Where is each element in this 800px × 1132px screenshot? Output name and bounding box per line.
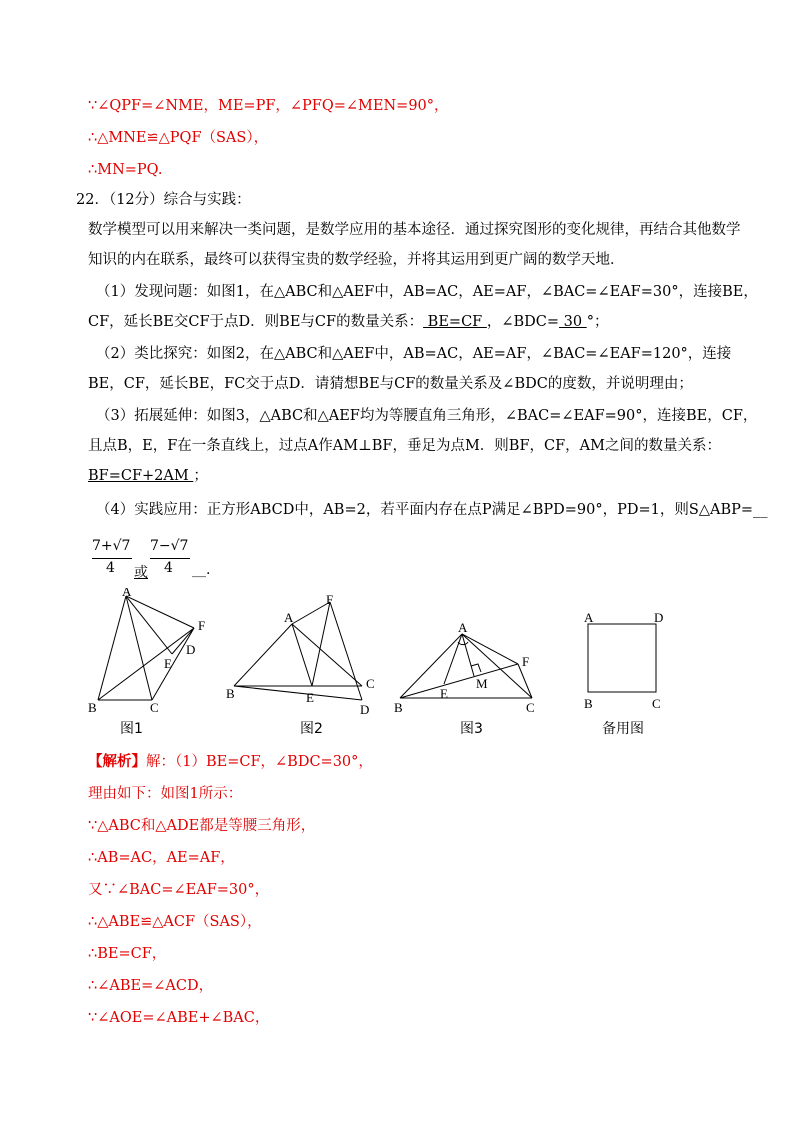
figure-2-caption: 图2 bbox=[300, 721, 323, 737]
answer-part3: BF=CF+2AM bbox=[88, 468, 194, 484]
fig3-label-b: B bbox=[394, 700, 403, 715]
part4-line-1: （4）实践应用：正方形ABCD中，AB=2，若平面内存在点P满足∠BPD=90°，PD=1，则S△ABP=__ bbox=[96, 502, 768, 518]
part3-line-3 bbox=[88, 466, 208, 486]
figure-3-caption: 图3 bbox=[460, 721, 483, 737]
answer-be-cf: BE=CF bbox=[423, 314, 487, 330]
prev-line-1: ∵∠QPF=∠NME，ME=PF，∠PFQ=∠MEN=90°， bbox=[88, 98, 449, 114]
solution-line-1 bbox=[88, 752, 373, 772]
fraction-1-bar bbox=[92, 558, 132, 559]
figure-1 bbox=[82, 588, 212, 716]
fig1-label-e: E bbox=[164, 656, 172, 671]
fraction-answer-1 bbox=[92, 538, 136, 582]
fraction-2-numerator: 7−√7 bbox=[150, 538, 189, 554]
solution-line-6: ∴△ABE≌△ACF（SAS）， bbox=[88, 914, 262, 930]
fig3-label-f: F bbox=[522, 654, 530, 669]
question-header: 22．（12分）综合与实践： bbox=[76, 192, 251, 208]
fraction-answer-2 bbox=[150, 538, 194, 582]
fraction-1-numerator: 7+√7 bbox=[92, 538, 131, 554]
solution-line-3: ∵△ABC和△ADE都是等腰三角形， bbox=[88, 818, 316, 834]
intro-line-2: 知识的内在联系，最终可以获得宝贵的数学经验，并将其运用到更广阔的数学天地． bbox=[88, 252, 625, 268]
fig3-label-e: E bbox=[440, 686, 448, 701]
part1-line-1: （1）发现问题：如图1，在△ABC和△AEF中，AB=AC，AE=AF，∠BAC=∠EAF=30°，连接BE， bbox=[96, 284, 758, 300]
part3-end: ； bbox=[193, 468, 208, 484]
part1-text: CF，延长BE交CF于点D．则BE与CF的数量关系： bbox=[88, 314, 424, 330]
solution-1-text: 解：（1）BE=CF，∠BDC=30°， bbox=[146, 754, 373, 770]
solution-line-7: ∴BE=CF， bbox=[88, 946, 167, 962]
fig2-label-d: D bbox=[360, 702, 370, 716]
fig2-label-a: A bbox=[284, 610, 294, 625]
or-text: 或 bbox=[134, 565, 148, 581]
fig2-label-b: B bbox=[226, 686, 235, 701]
part3-line-1: （3）拓展延伸：如图3，△ABC和△AEF均为等腰直角三角形，∠BAC=∠EAF=90°，连接BE，CF， bbox=[96, 408, 758, 424]
fraction-1-denominator: 4 bbox=[106, 560, 115, 576]
solution-line-5: 又∵∠BAC=∠EAF=30°， bbox=[88, 882, 270, 898]
solution-line-2: 理由如下：如图1所示： bbox=[88, 786, 243, 802]
prev-line-3: ∴MN=PQ. bbox=[88, 162, 163, 178]
fig3-label-m: M bbox=[476, 676, 488, 691]
fig1-label-c: C bbox=[150, 700, 159, 715]
answer-angle: 30 bbox=[559, 314, 587, 330]
fig3-label-c: C bbox=[526, 700, 535, 715]
part1-angle-text: ，∠BDC= bbox=[486, 314, 560, 330]
figure-4 bbox=[578, 588, 674, 716]
part3-line-2: 且点B，E，F在一条直线上，过点A作AM⊥BF，垂足为点M．则BF，CF，AM之间的数量关系： bbox=[88, 438, 721, 454]
solution-line-4: ∴AB=AC，AE=AF， bbox=[88, 850, 235, 866]
fraction-2-bar bbox=[150, 558, 190, 559]
part2-line-1: （2）类比探究：如图2，在△ABC和△AEF中，AB=AC，AE=AF，∠BAC=∠EAF=120°，连接 bbox=[96, 346, 732, 362]
prev-line-2: ∴△MNE≌△PQF（SAS）， bbox=[88, 130, 269, 146]
fig1-label-a: A bbox=[122, 588, 132, 599]
fig4-label-a: A bbox=[584, 610, 594, 625]
analysis-tag: 【解析】 bbox=[88, 753, 146, 770]
figure-1-caption: 图1 bbox=[120, 721, 143, 737]
fig1-label-d: D bbox=[186, 642, 196, 657]
part4-end: __. bbox=[192, 562, 211, 578]
figure-4-caption: 备用图 bbox=[602, 721, 644, 737]
fig1-label-b: B bbox=[88, 700, 97, 715]
fig2-label-e: E bbox=[306, 690, 314, 705]
fig2-label-f: F bbox=[326, 592, 334, 607]
fig1-label-f: F bbox=[198, 618, 206, 633]
fig4-label-d: D bbox=[654, 610, 664, 625]
fig3-label-a: A bbox=[458, 620, 468, 635]
figure-2 bbox=[222, 588, 382, 716]
part1-end: °； bbox=[586, 314, 609, 330]
fig4-label-c: C bbox=[652, 696, 661, 711]
fig2-label-c: C bbox=[366, 676, 375, 691]
fig4-label-b: B bbox=[584, 696, 593, 711]
fraction-2-denominator: 4 bbox=[164, 560, 173, 576]
solution-line-8: ∴∠ABE=∠ACD， bbox=[88, 978, 214, 994]
part2-line-2: BE，CF，延长BE，FC交于点D．请猜想BE与CF的数量关系及∠BDC的度数，并说明理由； bbox=[88, 376, 693, 392]
intro-line-1: 数学模型可以用来解决一类问题，是数学应用的基本途径．通过探究图形的变化规律，再结合其他数学 bbox=[88, 222, 741, 238]
figure-3 bbox=[392, 588, 542, 716]
solution-line-9: ∵∠AOE=∠ABE+∠BAC， bbox=[88, 1010, 270, 1026]
part1-line-2 bbox=[88, 312, 608, 332]
